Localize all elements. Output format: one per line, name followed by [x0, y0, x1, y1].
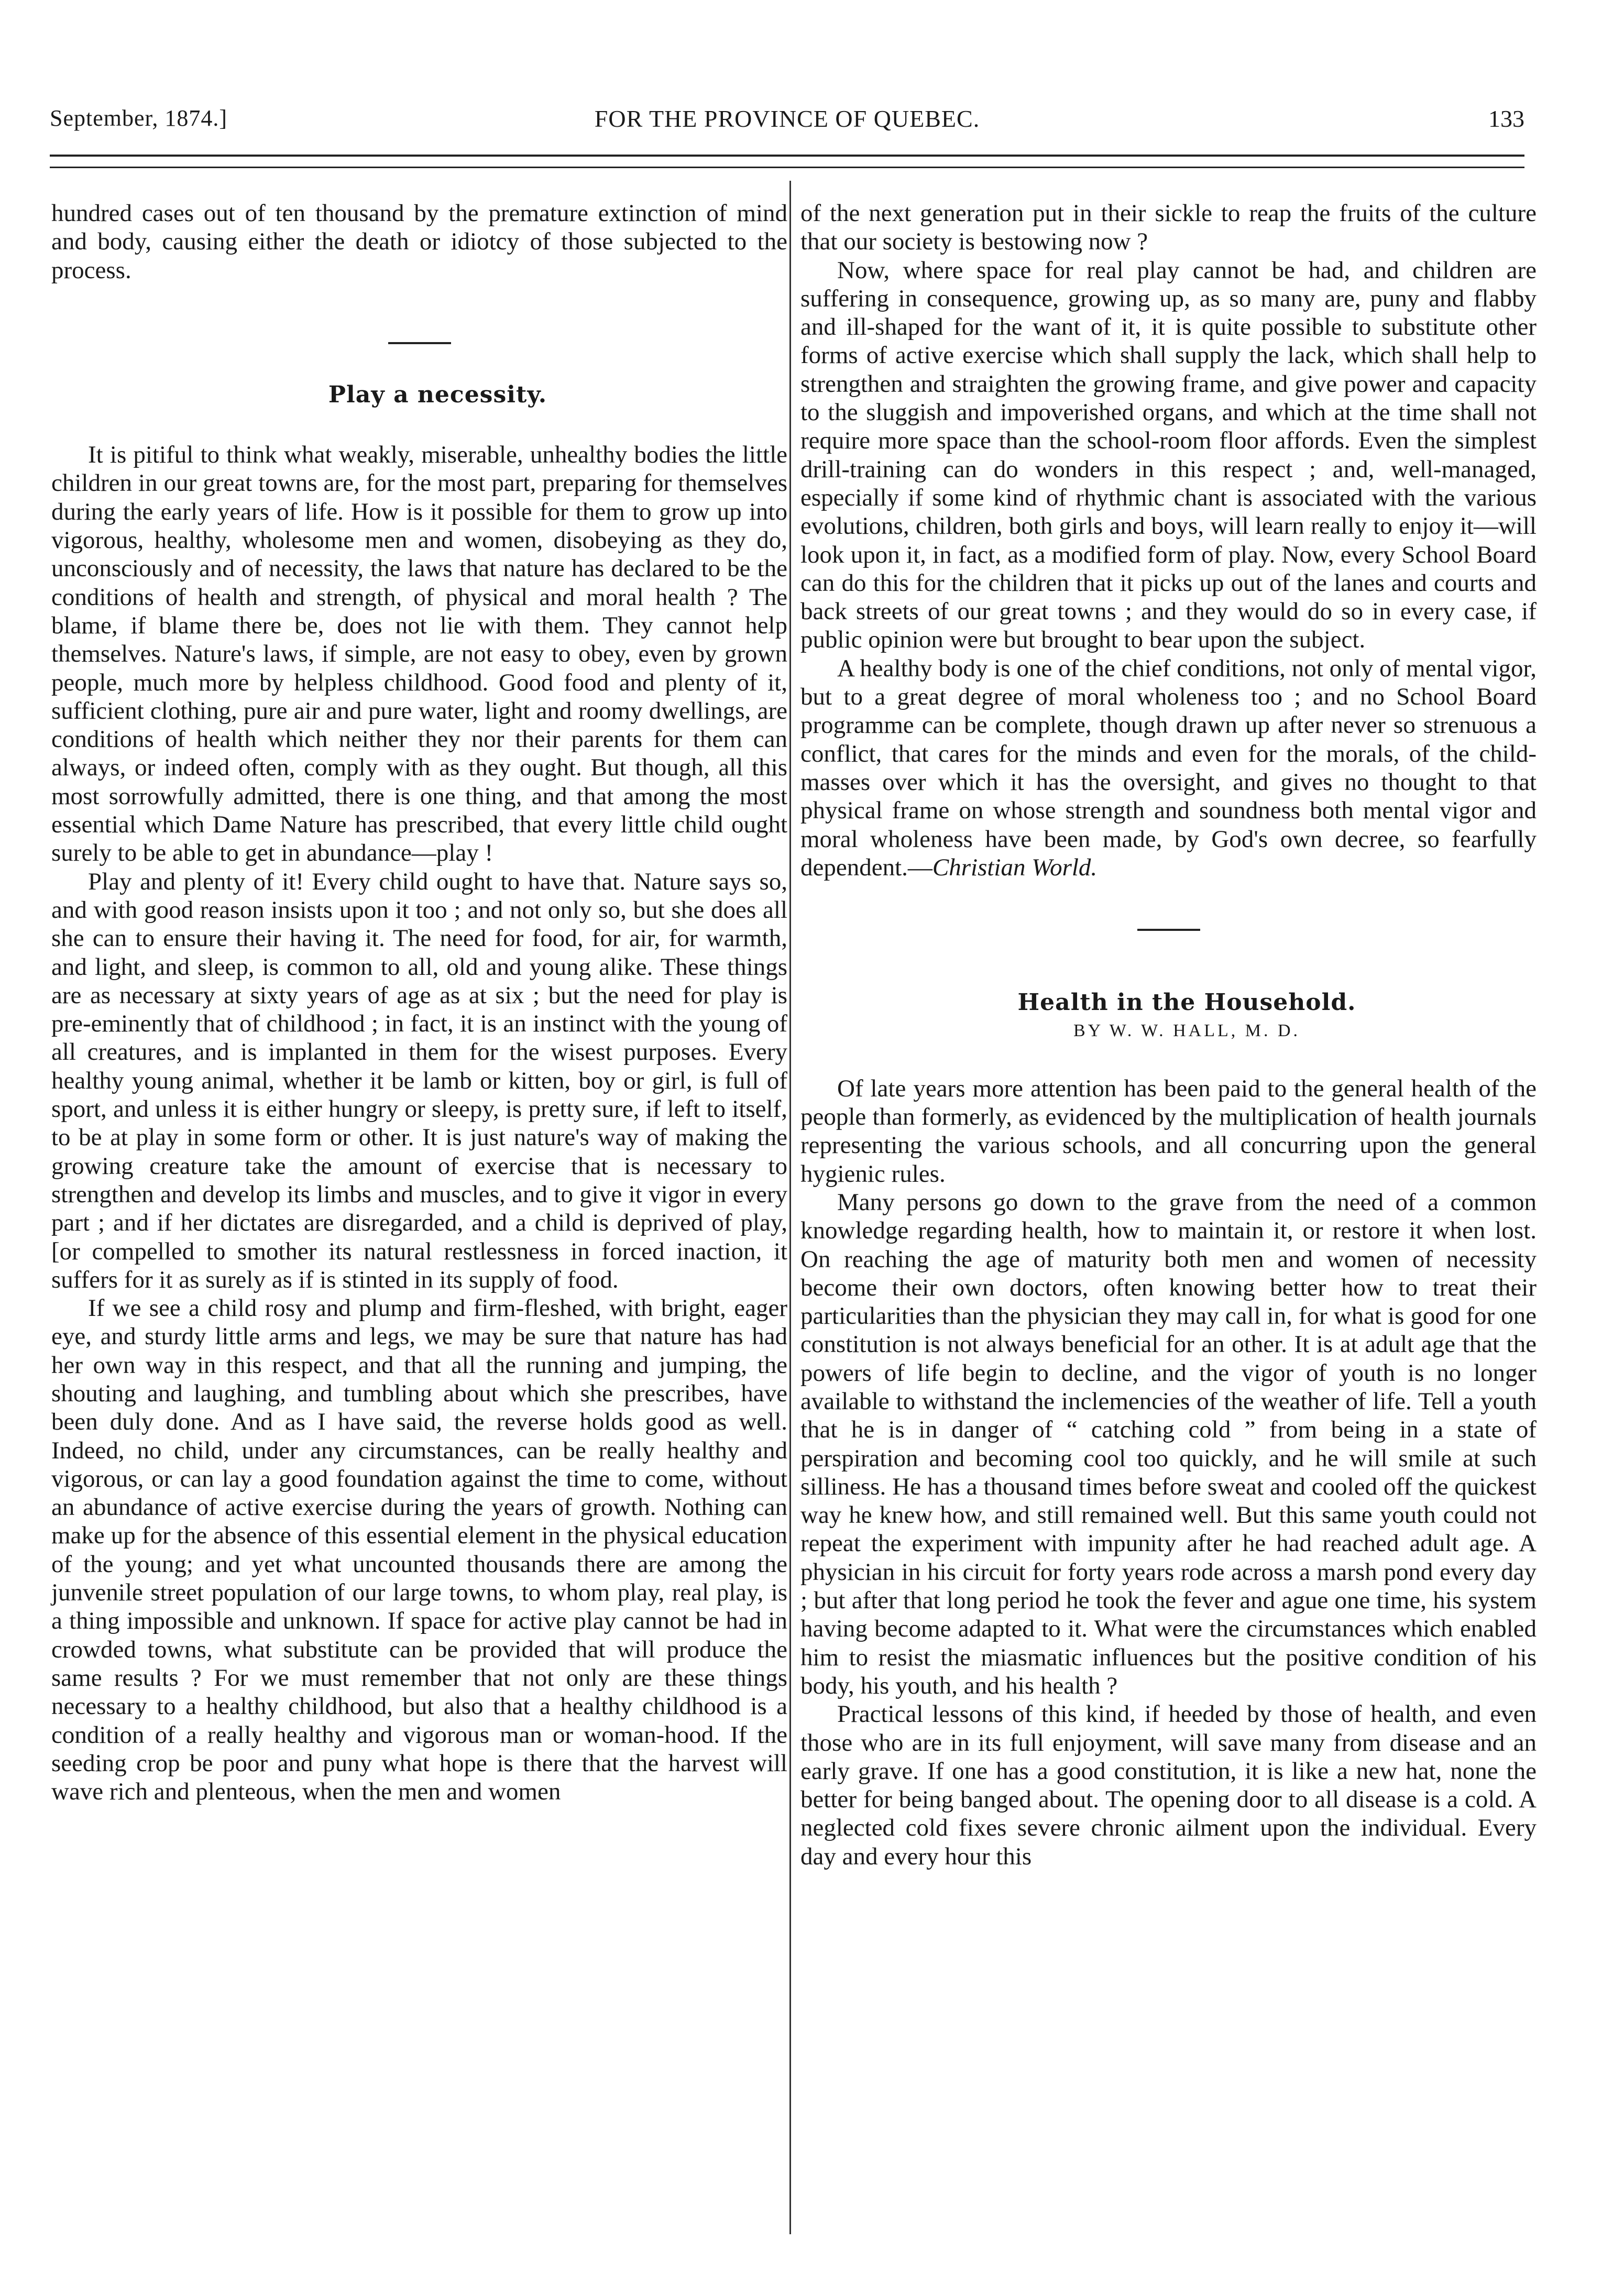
header-rule-top	[50, 155, 1524, 157]
journal-title: FOR THE PROVINCE OF QUEBEC.	[594, 105, 980, 132]
article-paragraph	[800, 654, 1537, 882]
paragraph-text: A healthy body is one of the chief conditions, not only of mental vigor, but to a great degree of moral wholeness too ; and no School Board programme can be complete, though drawn up after never so strenuous a conflict, that cares for the minds and even for the morals, of the child-masses over which it has the oversight, and gives no thought to that physical frame on whose strength and soundness both mental vigor and moral wholeness have been made, by God's own decree, so fearfully dependent.—	[800, 654, 1537, 881]
source-citation: Christian World.	[932, 853, 1098, 881]
article-paragraph: It is pitiful to think what weakly, miserable, unhealthy bodies the little children in our great towns are, for the most part, preparing for themselves during the early years of life. How is it possible for them to grow up into vigorous, healthy, wholesome men and women, disobeying as they do, unconsciously and of necessity, the laws that nature has declared to be the conditions of health and strength, of physical and moral health ? The blame, if blame there be, does not lie with them. They cannot help themselves. Nature's laws, if simple, are not easy to obey, even by grown people, much more by helpless childhood. Good food and plenty of it, sufficient clothing, pure air and pure water, light and roomy dwellings, are conditions of health which neither they nor their parents for them can always, or indeed often, comply with as they ought. But though, all this most sorrowfully admitted, there is one thing, and that among the most essential which Dame Nature has prescribed, that every little child ought surely to be able to get in abundance—play !	[51, 441, 787, 867]
article-paragraph: Many persons go down to the grave from the need of a common knowledge regarding health, how to maintain it, or restore it when lost. On reaching the age of maturity both men and women of necessity become their own doctors, often knowing better how to treat their particularities than the physician they may call in, for what is good for one constitution is not always beneficial for an other. It is at adult age that the powers of life begin to decline, and the vigor of youth is no longer available to withstand the inclemencies of the weather of life. Tell a youth that he is in danger of “ catching cold ” from being in a state of perspiration and becoming cool too quickly, and he will smile at such silliness. He has a thousand times before sweat and cooled off the quickest way he knew how, and still remained well. But this same youth could not repeat the experiment with impunity after he had reached adult age. A physician in his circuit for forty years rode across a marsh pond every day ; but after that long period he took the fever and ague one time, his system having become adapted to it. What were the circumstances which enabled him to resist the miasmatic influences but the positive condition of his body, his youth, and his health ?	[800, 1188, 1537, 1699]
column-divider	[789, 181, 791, 2234]
article-paragraph: Play and plenty of it! Every child ought to have that. Nature says so, and with good reason insists upon it too ; and not only so, but she does all she can to ensure their having it. The need for food, for air, for warmth, and light, and sleep, is common to all, old and young alike. These things are as necessary at sixty years of age as at six ; but the need for play is pre-eminently that of childhood ; in fact, it is an instinct with the young of all creatures, and is implanted in them for the wisest purposes. Every healthy young animal, whether it be lamb or kitten, boy or girl, is full of sport, and unless it is either hungry or sleepy, is pretty sure, if left to itself, to be at play in some form or other. It is just nature's way of making the growing creature take the amount of exercise that is necessary to strengthen and develop its limbs and muscles, and to give it vigor in every part ; and if her dictates are disregarded, and a child is deprived of play, [or compelled to smother its natural restlessness in forced inaction, it suffers for it as surely as if is stinted in its supply of food.	[51, 868, 787, 1293]
header-rule-bottom	[50, 167, 1524, 168]
continued-paragraph: hundred cases out of ten thousand by the premature extinction of mind and body, causing either the death or idiotcy of those subjected to the process.	[51, 200, 787, 284]
right-column	[800, 199, 1537, 1871]
article-paragraph: Of late years more attention has been paid to the general health of the people than formerly, as evidenced by the multiplication of health journals representing the various schools, and all concurring upon the general hygienic rules.	[800, 1074, 1537, 1188]
page-number: 133	[1488, 105, 1524, 132]
article-paragraph: If we see a child rosy and plump and firm-fleshed, with bright, eager eye, and sturdy little arms and legs, we may be sure that nature has had her own way in this respect, and that all the running and jumping, the shouting and laughing, and tumbling about which she prescribes, have been duly done. And as I have said, the reverse holds good as well. Indeed, no child, under any circumstances, can be really healthy and vigorous, or can lay a good foundation against the time to come, without an abundance of active exercise during the years of growth. Nothing can make up for the absence of this essential element in the physical education of the young; and yet what uncounted thousands there are among the junvenile street population of our large towns, to whom play, real play, is a thing impossible and unknown. If space for active play cannot be had in crowded towns, what substitute can be provided that will produce the same results ? For we must remember that not only are these things necessary to a healthy childhood, but also that a healthy childhood is a condition of a really healthy and vigorous man or woman-hood. If the seeding crop be poor and puny what hope is there that the harvest will wave rich and plenteous, when the men and women	[51, 1294, 787, 1806]
article-paragraph: Now, where space for real play cannot be had, and children are suffering in consequence, growing up, as so many are, puny and flabby and ill-shaped for the want of it, it is quite possible to substitute other forms of active exercise which shall supply the lack, which shall help to strengthen and straighten the growing frame, and give power and capacity to the sluggish and impoverished organs, and which at the time shall not require more space than the school-room floor affords. Even the simplest drill-training can do wonders in this respect ; and, well-managed, especially if some kind of rhythmic chant is associated with the various evolutions, children, both girls and boys, will learn really to enjoy it—will look upon it, in fact, as a modified form of play. Now, every School Board can do this for the children that it picks up out of the lanes and courts and back streets of our great towns ; and they would do so in every case, if public opinion were but brought to bear upon the subject.	[800, 256, 1537, 654]
left-column	[51, 199, 787, 1806]
author-byline: BY W. W. HALL, M. D.	[1073, 1021, 1301, 1041]
continued-paragraph: of the next generation put in their sickle to reap the fruits of the culture that our society is bestowing now ?	[800, 200, 1537, 256]
issue-date: September, 1874.]	[50, 105, 228, 131]
article-paragraph: Practical lessons of this kind, if heeded by those of health, and even those who are in its full enjoyment, will save many from disease and an early grave. If one has a good constitution, it is like a new hat, none the better for being banged about. The opening door to all disease is a cold. A neglected cold fixes severe chronic ailment upon the individual. Every day and every hour this	[800, 1700, 1537, 1870]
article-title-health: Health in the Household.	[1017, 989, 1356, 1016]
running-header	[50, 105, 1524, 141]
article-title-play: Play a necessity.	[328, 381, 547, 408]
